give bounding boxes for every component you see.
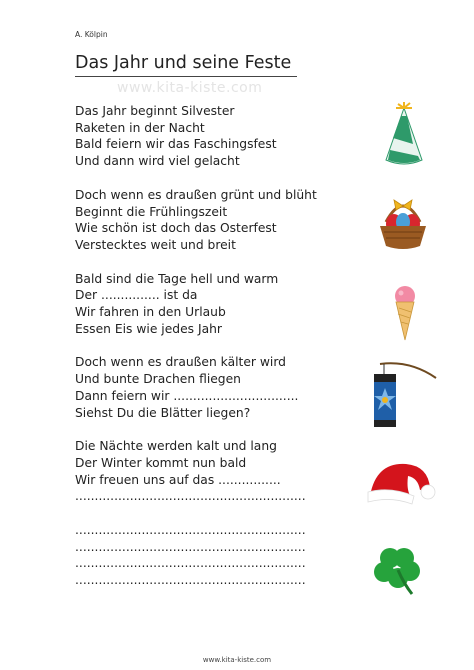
poem-line: Wie schön ist doch das Osterfest: [75, 221, 277, 236]
poem-line: Bald feiern wir das Faschingsfest: [75, 137, 277, 152]
poem: [75, 103, 355, 606]
footer-url: www.kita-kiste.com: [202, 656, 272, 664]
party-hat-icon: [380, 102, 428, 166]
poem-stanza: [75, 103, 355, 170]
lantern-icon: [370, 358, 438, 432]
poem-stanza: [75, 187, 355, 254]
poem-line: Doch wenn es draußen grünt und blüht: [75, 187, 317, 202]
poem-line: Verstecktes weit und breit: [75, 237, 236, 252]
poem-line: Raketen in der Nacht: [75, 120, 205, 135]
poem-line: Die Nächte werden kalt und lang: [75, 439, 277, 454]
poem-line: Beginnt die Frühlingszeit: [75, 204, 228, 219]
poem-line: Siehst Du die Blätter liegen?: [75, 405, 251, 420]
santa-hat-icon: [366, 458, 438, 514]
poem-line: Der Winter kommt nun bald: [75, 455, 247, 470]
page-title: Das Jahr und seine Feste: [75, 53, 297, 77]
blank-line: ...........................................................: [75, 539, 306, 554]
poem-line: Dann feiern wir ................................: [75, 388, 299, 403]
poem-line: Und bunte Drachen fliegen: [75, 372, 241, 387]
ice-cream-cone-icon: [392, 284, 418, 342]
poem-line: ...........................................................: [75, 489, 306, 504]
easter-basket-icon: [376, 194, 430, 250]
poem-line: Und dann wird viel gelacht: [75, 154, 240, 169]
blank-line: ...........................................................: [75, 556, 306, 571]
poem-stanza: [75, 438, 355, 505]
poem-line: Doch wenn es draußen kälter wird: [75, 355, 286, 370]
poem-line: Der ............... ist da: [75, 288, 198, 303]
watermark: www.kita-kiste.com: [117, 80, 263, 96]
shamrock-icon: [372, 544, 424, 596]
poem-stanza-blank: [75, 522, 355, 589]
blank-line: ...........................................................: [75, 573, 306, 588]
poem-line: Wir freuen uns auf das ................: [75, 472, 281, 487]
poem-line: Bald sind die Tage hell und warm: [75, 271, 279, 286]
poem-line: Das Jahr beginnt Silvester: [75, 104, 235, 118]
poem-line: Wir fahren in den Urlaub: [75, 305, 226, 320]
poem-line: Essen Eis wie jedes Jahr: [75, 321, 222, 336]
blank-line: ...........................................................: [75, 523, 306, 538]
author-name: A. Kölpin: [75, 30, 108, 39]
poem-stanza: [75, 271, 355, 338]
poem-stanza: [75, 354, 355, 421]
